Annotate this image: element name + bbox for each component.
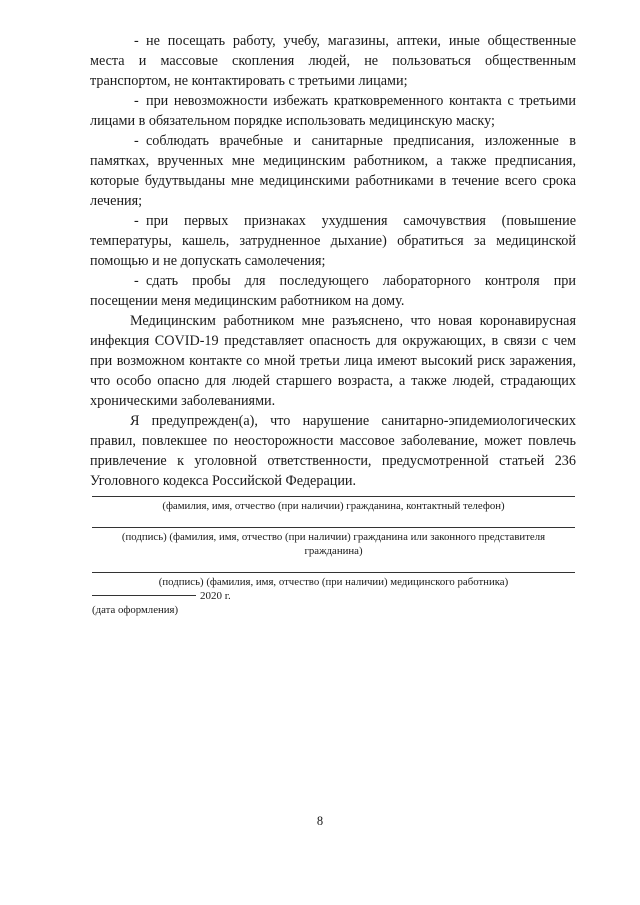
list-item: [90, 91, 576, 131]
list-item: [90, 131, 576, 211]
citizen-caption: (фамилия, имя, отчество (при наличии) гражданина, контактный телефон): [162, 500, 505, 512]
medic-signature-line: [92, 572, 575, 573]
list-dash: -: [134, 33, 139, 49]
list-dash: -: [134, 273, 139, 289]
date-year: 2020 г.: [200, 590, 231, 602]
date-caption: (дата оформления): [92, 604, 179, 616]
list-item: [90, 211, 576, 271]
list-item: [90, 31, 576, 91]
list-item-text: соблюдать врачебные и санитарные предписания, изложенные в памятках, врученных мне медицинским работником, а также предписания, которые будутвыданы мне медицинскими работниками в течение всего срока лечения;: [90, 133, 576, 209]
list-dash: -: [134, 213, 139, 229]
list-dash: -: [134, 93, 139, 109]
warning-paragraph: Я предупрежден(а), что нарушение санитарно-эпидемиологических правил, повлекшее по неосторожности массовое заболевание, может повлечь привлечение к уголовной ответственности, предусмотренной статьей 236 Уголовного кодекса Российской Федерации.: [90, 413, 576, 489]
list-item-text: при первых признаках ухудшения самочувствия (повышение температуры, кашель, затрудненное дыхание) обратиться за медицинской помощью и не допускать самолечения;: [90, 213, 576, 269]
date-field: [92, 589, 231, 603]
list-dash: -: [134, 133, 139, 149]
list-item-text: не посещать работу, учебу, магазины, аптеки, иные общественные места и массовые скопления людей, не пользоваться общественным транспортом, не контактировать с третьими лицами;: [90, 33, 576, 89]
list-item-text: при невозможности избежать кратковременного контакта с третьими лицами в обязательном порядке использовать медицинскую маску;: [90, 93, 576, 129]
instructions-list: [90, 31, 576, 491]
list-item-text: сдать пробы для последующего лабораторного контроля при посещении меня медицинским работником на дому.: [90, 273, 576, 309]
list-item: [90, 271, 576, 311]
representative-signature-line: [92, 527, 575, 528]
page-number: 8: [316, 814, 324, 828]
representative-caption: (подпись) (фамилия, имя, отчество (при наличии) гражданина или законного представителя гражданина): [121, 531, 546, 557]
citizen-signature-line: [92, 496, 575, 497]
date-blank-line: [92, 595, 196, 596]
explanation-paragraph: Медицинским работником мне разъяснено, что новая коронавирусная инфекция COVID-19 представляет опасность для окружающих, в связи с чем при возможном контакте со мной третьи лица имеют высокий риск заражения, что особо опасно для людей старшего возраста, а также людей, страдающих хроническими заболеваниями.: [90, 313, 576, 409]
medic-caption: (подпись) (фамилия, имя, отчество (при наличии) медицинского работника): [158, 576, 509, 588]
